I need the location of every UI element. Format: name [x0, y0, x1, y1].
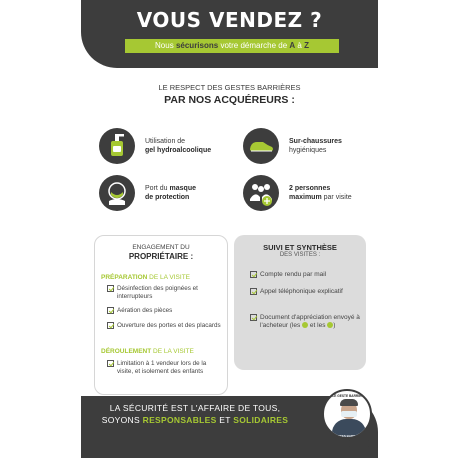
section-heading-bold: PRÉPARATION [101, 274, 148, 281]
card-heading-bold: PROPRIÉTAIRE : [128, 252, 194, 261]
badge-hair [340, 399, 358, 406]
footer-text: SOYONS [101, 415, 140, 425]
checklist-item [117, 322, 223, 330]
gesture-text-bold: Sur-chaussures [289, 138, 342, 145]
checklist-item [117, 360, 223, 376]
gesture-shoe-covers [243, 128, 369, 164]
gesture-text-bold: masque [169, 185, 196, 192]
gesture-two-persons [243, 175, 369, 211]
footer-text: ET [219, 415, 231, 425]
gesture-text-pre: Utilisation de [145, 138, 186, 145]
gesture-text-bold: gel hydroalcoolique [145, 147, 212, 154]
checkbox-icon [107, 285, 114, 292]
badge-arc-text: LE GESTE BARRIÈRE [332, 394, 366, 398]
followup-card [234, 235, 366, 370]
gesture-text-bold: maximum [289, 194, 322, 201]
mascot-badge [322, 389, 372, 439]
checkbox-icon [250, 288, 257, 295]
gesture-text-post: hygiéniques [289, 147, 327, 154]
gesture-text [145, 137, 225, 155]
checklist-item [117, 285, 223, 301]
checklist-item [260, 271, 360, 279]
gesture-text [289, 137, 369, 155]
checkbox-icon [107, 322, 114, 329]
section-heading-bold: DÉROULEMENT [101, 348, 152, 355]
checklist-item-text: Document d'appréciation envoyé à l'acheteur [260, 314, 360, 329]
section-heading-rest: DE LA VISITE [149, 274, 190, 281]
footer-line-1: LA SÉCURITÉ EST L'AFFAIRE DE TOUS, [109, 403, 281, 413]
header-subtitle [125, 39, 339, 53]
subtitle-text: Nous [155, 41, 174, 50]
gesture-text-bold: 2 personnes [289, 185, 331, 192]
gesture-text-pre: Port du [145, 185, 168, 192]
hand-sanitizer-icon [99, 128, 135, 164]
footer-highlight: SOLIDAIRES [233, 415, 289, 425]
checkbox-icon [107, 307, 114, 314]
card-heading: DES VISITES : [279, 252, 321, 258]
checklist-item-text: Compte rendu par mail [260, 271, 327, 278]
section-heading-rest: DE LA VISITE [153, 348, 194, 355]
checklist-item-text: Aération des pièces [117, 307, 173, 314]
plus-dot-icon [302, 322, 308, 328]
checklist-item [260, 288, 360, 296]
owner-commitment-card [94, 235, 228, 395]
checklist-item-text: Désinfection des poignées et interrupteurs [117, 285, 198, 300]
poster [81, 0, 378, 458]
checklist-item-text: ) [333, 322, 336, 329]
gesture-text-bold: de protection [145, 194, 190, 201]
checkbox-icon [107, 360, 114, 367]
checklist-item-text: (les [289, 322, 301, 329]
gesture-text [289, 184, 369, 202]
subtitle-z: Z [304, 41, 309, 50]
shoe-covers-icon [243, 128, 279, 164]
subtitle-to: à [297, 41, 302, 50]
gesture-mask [99, 175, 225, 211]
footer-highlight: RESPONSABLES [142, 415, 217, 425]
intro-line-2: PAR NOS ACQUÉREURS : [164, 94, 295, 106]
checkbox-icon [250, 271, 257, 278]
badge-mask [341, 411, 357, 417]
checkbox-icon [250, 314, 257, 321]
subtitle-text: votre démarche de [220, 41, 288, 50]
checklist-item-text: Appel téléphonique explicatif [260, 288, 343, 295]
gesture-text-post: par visite [323, 194, 352, 201]
checklist-item-text: Ouverture des portes et des placards [117, 322, 221, 329]
checklist-item-text: Limitation à 1 vendeur lors de la visite, et isolement des enfants [117, 360, 207, 375]
card-heading: ENGAGEMENT DU [132, 244, 190, 251]
footer-line-2 [95, 415, 295, 425]
checklist-item [260, 314, 360, 330]
section-heading-course [101, 348, 194, 355]
page-title: VOUS VENDEZ ? [136, 8, 323, 32]
subtitle-bold: sécurisons [175, 41, 219, 50]
subtitle-a: A [289, 41, 296, 50]
gesture-text [145, 184, 225, 202]
checklist-item [117, 307, 223, 315]
face-mask-icon [99, 175, 135, 211]
card-heading-bold: SUIVI ET SYNTHÈSE [263, 243, 337, 252]
header-banner [81, 0, 378, 68]
checklist-item-text: et les [309, 322, 326, 329]
badge-tag [349, 440, 369, 447]
gesture-sanitizer [99, 128, 225, 164]
intro-line-1: LE RESPECT DES GESTES BARRIÈRES [158, 83, 301, 92]
two-persons-icon [243, 175, 279, 211]
section-heading-preparation [101, 274, 190, 281]
badge-name: GESTES BARRIÈRES [333, 434, 365, 438]
